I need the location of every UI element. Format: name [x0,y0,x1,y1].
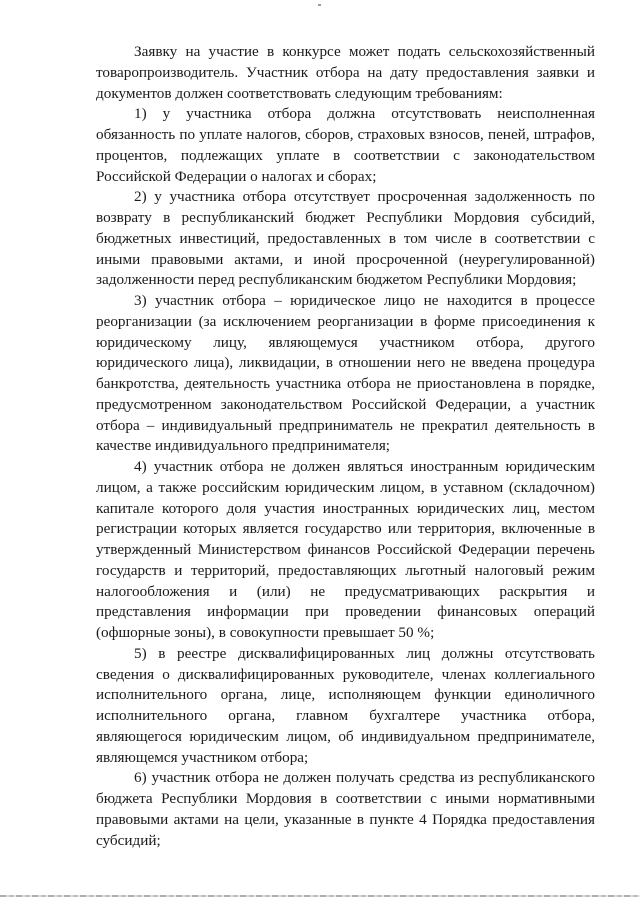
paragraph-item-2: 2) у участника отбора отсутствует просроченная задолженность по возврату в республиканский бюджет Республики Мордовия субсидий, бюджетных инвестиций, предоставленных в том числе в соответствии с иными правовыми актами, и иной просроченной (неурегулированной) задолженности перед республиканским бюджетом Республики Мордовия; [96,188,595,289]
paragraph-item-1: 1) у участника отбора должна отсутствовать неисполненная обязанность по уплате налогов, сборов, страховых взносов, пеней, штрафов, процентов, подлежащих уплате в соответствии с законодательством Российской Федерации о налогах и сборах; [96,105,595,185]
paragraph-item-4: 4) участник отбора не должен являться иностранным юридическим лицом, а также российским юридическим лицом, в уставном (складочном) капитале которого доля участия иностранных юридических лиц, местом регистрации которых является государство или территория, включенные в утвержденный Министерством финансов Российской Федерации перечень государств и территорий, предоставляющих льготный налоговый режим налогообложения и (или) не предусматривающих раскрытия и представления информации при проведении финансовых операций (офшорные зоны), в совокупности превышает 50 %; [96,458,595,641]
paragraph-item-6: 6) участник отбора не должен получать средства из республиканского бюджета Республики Мордовия в соответствии с иными нормативными правовыми актами на цели, указанные в пункте 4 Порядка предоставления субсидий; [96,769,595,849]
scan-mark [318,4,321,6]
paragraph-item-3: 3) участник отбора – юридическое лицо не находится в процессе реорганизации (за исключением реорганизации в форме присоединения к юридическому лицу, являющемуся участником отбора, другого юридического лица), ликвидации, в отношении него не введена процедура банкротства, деятельность участника отбора не приостановлена в порядке, предусмотренном законодательством Российской Федерации, а участник отбора – индивидуальный предприниматель не прекратил деятельность в качестве индивидуального предпринимателя; [96,292,595,455]
paragraph-intro: Заявку на участие в конкурсе может подать сельскохозяйственный товаропроизводитель. Участник отбора на дату предоставления заявки и документов должен соответствовать следующим требованиям: [96,43,595,102]
paragraph-item-5: 5) в реестре дисквалифицированных лиц должны отсутствовать сведения о дисквалифицированных руководителе, членах коллегиального исполнительного органа, лице, исполняющем функции единоличного исполнительного органа, главном бухгалтере участника отбора, являющегося юридическим лицом, об индивидуальном предпринимателе, являющемся участником отбора; [96,644,595,766]
scan-edge-line [0,895,640,897]
document-body [96,42,595,851]
